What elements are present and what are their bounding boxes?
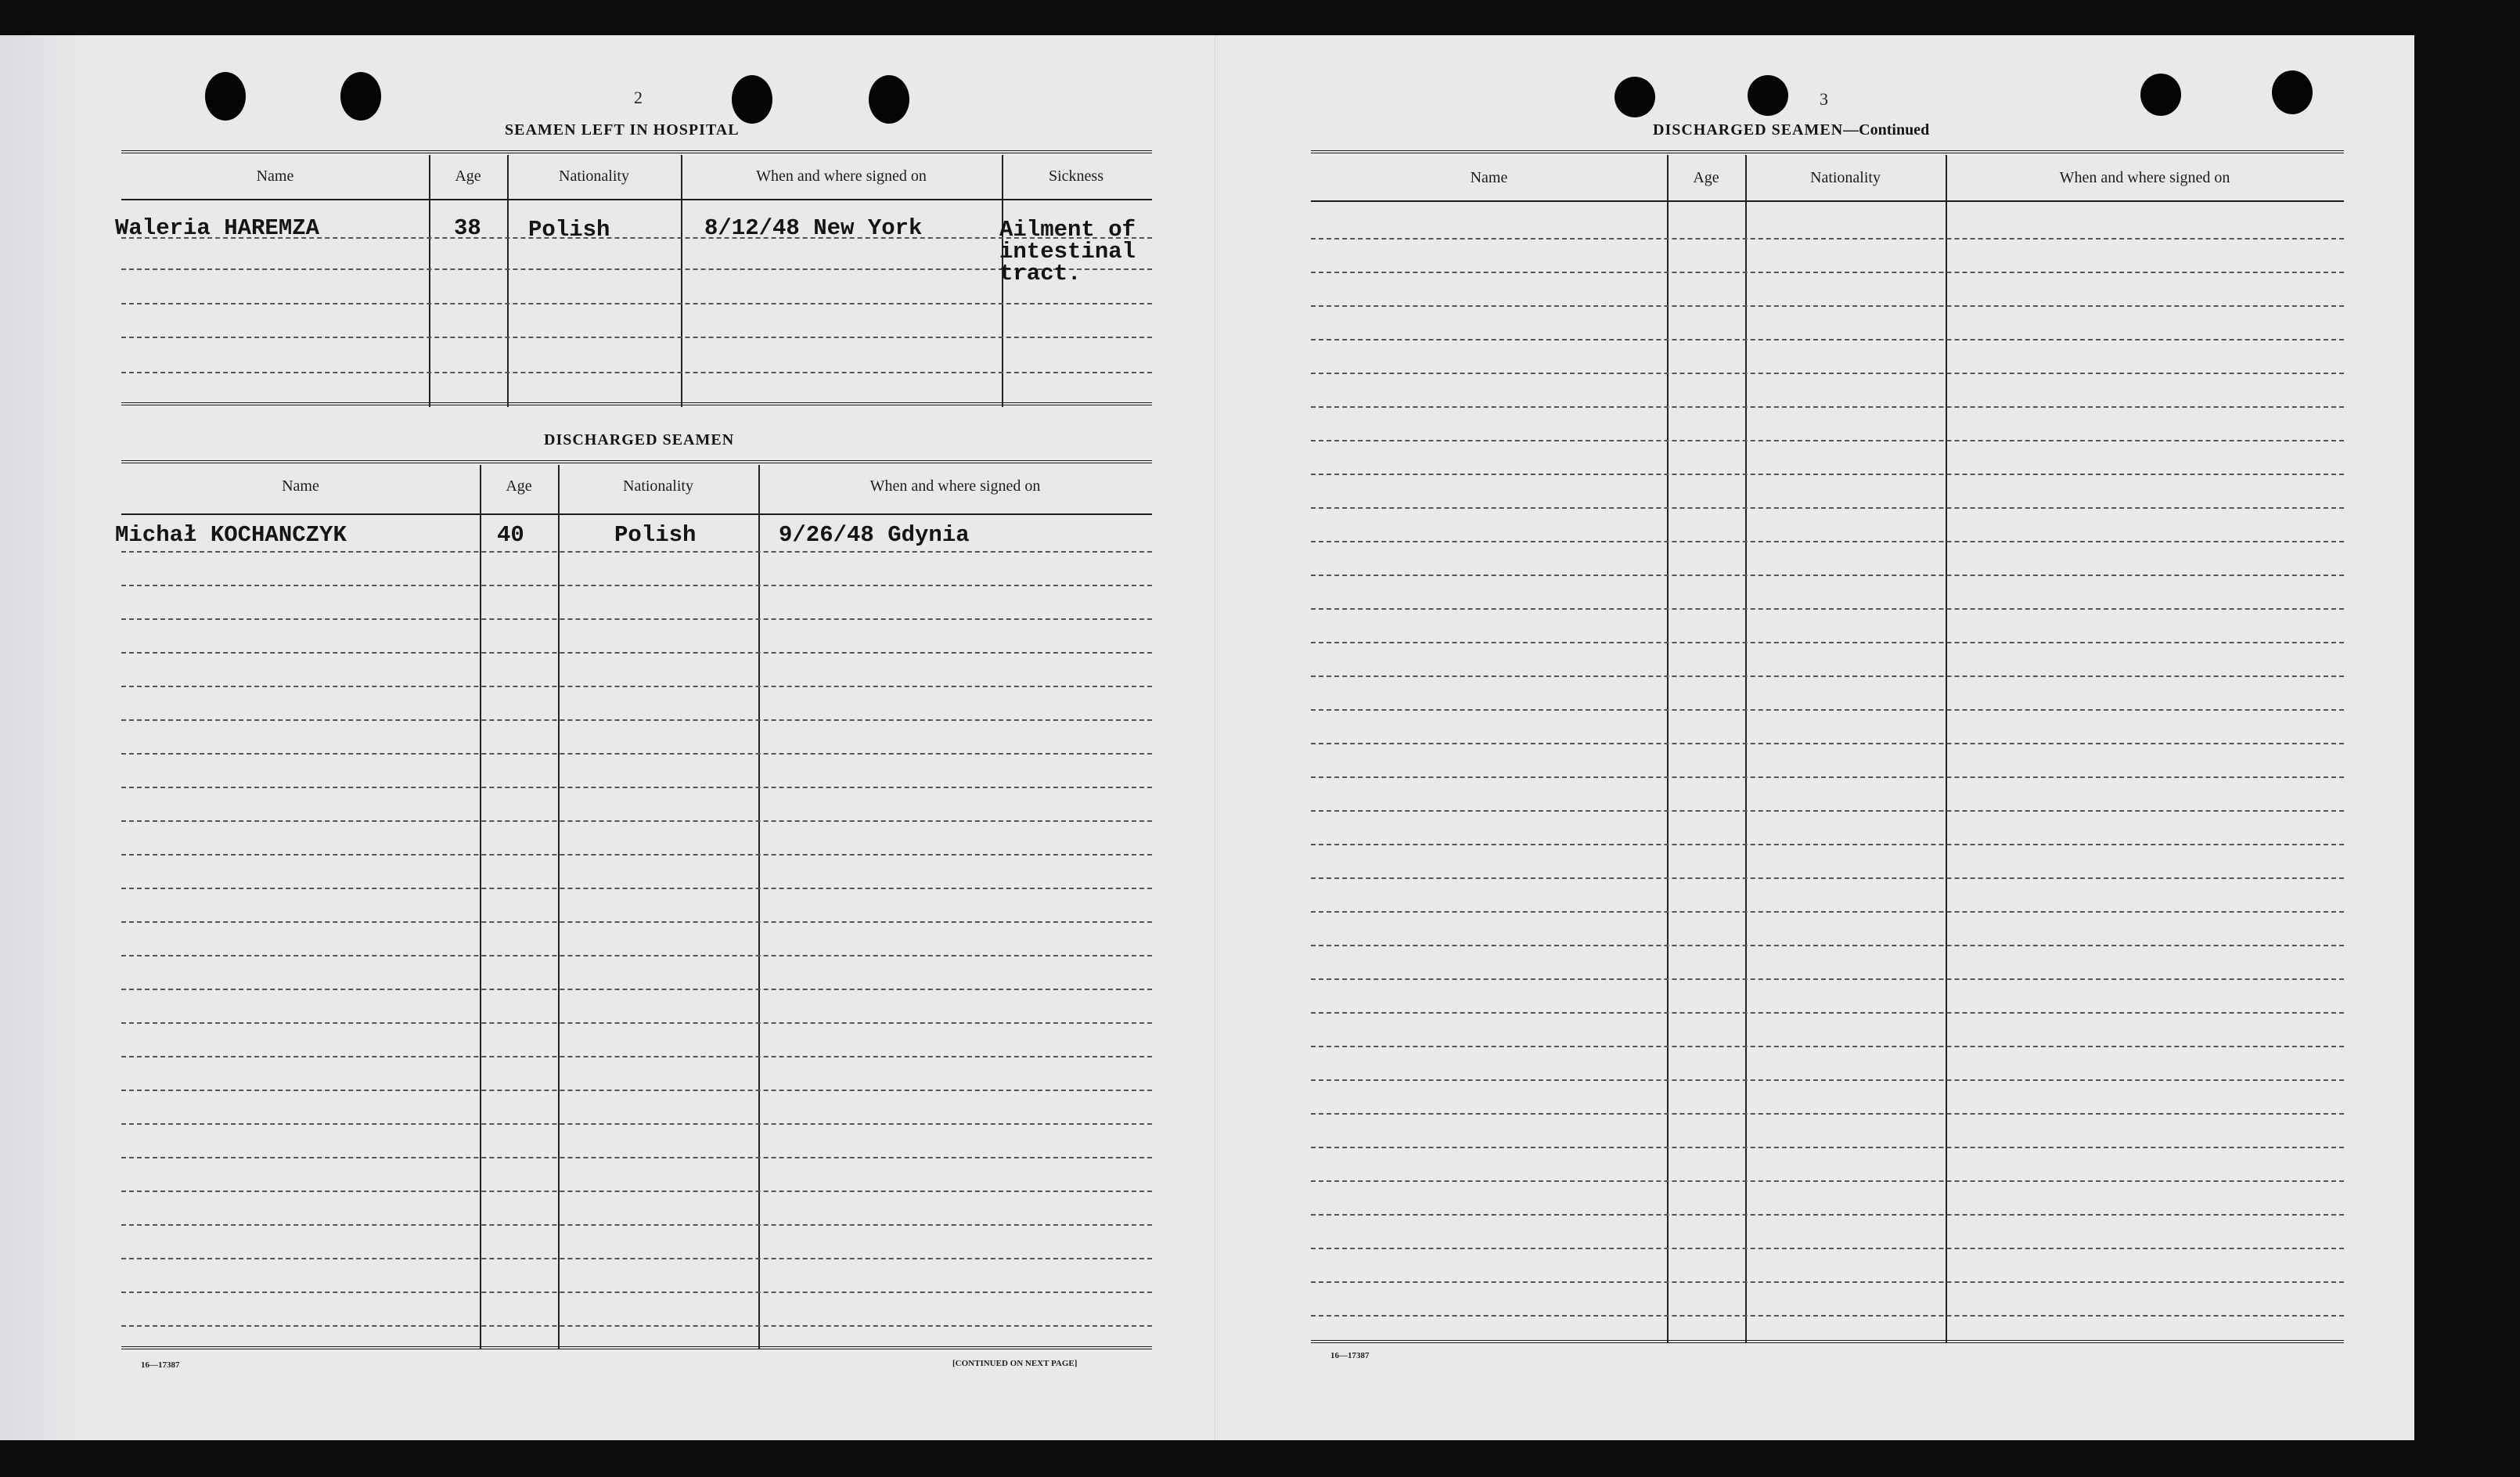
- ruled-line: [1311, 305, 2344, 307]
- section-title-discharged: DISCHARGED SEAMEN: [544, 431, 735, 449]
- discharged-row-age: 40: [497, 522, 524, 548]
- discharged-row-signed-on: 9/26/48 Gdynia: [779, 522, 970, 548]
- section-title-suffix: —Continued: [1843, 121, 1930, 139]
- discharged-table-left: [115, 460, 1152, 1353]
- ruled-line: [121, 1090, 1152, 1091]
- ruled-line: [1311, 440, 2344, 441]
- ruled-line: [121, 719, 1152, 721]
- ruled-line: [1311, 373, 2344, 374]
- ruled-line: [1311, 541, 2344, 542]
- ruled-line: [121, 686, 1152, 687]
- ruled-line: [121, 820, 1152, 822]
- hospital-table: [115, 150, 1152, 409]
- ruled-line: [1311, 507, 2344, 509]
- ruled-line: [1311, 608, 2344, 610]
- ruled-line: [121, 618, 1152, 620]
- column-header-name: Name: [282, 477, 319, 495]
- ruled-line: [1311, 810, 2344, 812]
- ruled-line: [121, 787, 1152, 788]
- ruled-line: [121, 1157, 1152, 1158]
- ruled-line: [1311, 406, 2344, 408]
- ruled-line: [1311, 1079, 2344, 1081]
- ruled-line: [1311, 642, 2344, 643]
- ruled-line: [121, 652, 1152, 654]
- discharged-row-nationality: Polish: [614, 522, 697, 548]
- ruled-line: [121, 1258, 1152, 1259]
- column-header-signed-on: When and where signed on: [2059, 169, 2230, 186]
- column-header-name: Name: [256, 168, 294, 185]
- ruled-line: [1311, 844, 2344, 845]
- hospital-row-name: Waleria HAREMZA: [115, 215, 320, 241]
- hospital-row-age: 38: [454, 215, 481, 241]
- column-header-nationality: Nationality: [623, 477, 693, 495]
- ruled-line: [1311, 1248, 2344, 1249]
- punch-hole: [2272, 70, 2313, 114]
- punch-hole: [205, 72, 246, 121]
- column-header-age: Age: [506, 477, 532, 495]
- ruled-line: [121, 551, 1152, 553]
- ruled-line: [121, 955, 1152, 956]
- section-title-discharged-continued: [1653, 121, 1929, 139]
- column-header-nationality: Nationality: [1810, 169, 1881, 186]
- ruled-line: [121, 1022, 1152, 1024]
- ruled-line: [1311, 575, 2344, 576]
- punch-hole: [340, 72, 381, 121]
- ruled-line: [1311, 1113, 2344, 1115]
- ruled-line: [121, 1325, 1152, 1327]
- ruled-line: [1311, 474, 2344, 475]
- ruled-line: [1311, 1180, 2344, 1182]
- column-header-age: Age: [1693, 169, 1719, 186]
- ruled-line: [121, 1191, 1152, 1192]
- ruled-line: [1311, 238, 2344, 240]
- punch-hole: [2140, 74, 2181, 116]
- continued-note: [CONTINUED ON NEXT PAGE]: [952, 1359, 1078, 1368]
- ruled-line: [1311, 709, 2344, 711]
- ruled-line: [1311, 1046, 2344, 1047]
- punch-hole: [1748, 75, 1788, 116]
- ruled-line: [121, 585, 1152, 586]
- ruled-line: [1311, 1315, 2344, 1317]
- ruled-line: [121, 854, 1152, 856]
- column-header-name: Name: [1470, 169, 1508, 186]
- section-title-text: DISCHARGED SEAMEN: [1653, 121, 1844, 139]
- ruled-line: [1311, 911, 2344, 913]
- ruled-line: [1311, 776, 2344, 778]
- column-header-nationality: Nationality: [559, 168, 629, 185]
- hospital-row-sickness: Ailment of intestinal tract.: [999, 217, 1136, 286]
- column-header-age: Age: [455, 168, 481, 185]
- ruled-line: [1311, 978, 2344, 980]
- ruled-line: [121, 989, 1152, 990]
- punch-hole: [732, 75, 772, 124]
- discharged-row-name: Michał KOCHANCZYK: [115, 522, 347, 548]
- ruled-line: [1311, 743, 2344, 744]
- ruled-line: [1311, 339, 2344, 340]
- column-header-sickness: Sickness: [1049, 168, 1103, 185]
- section-title-hospital: SEAMEN LEFT IN HOSPITAL: [505, 121, 740, 139]
- column-header-signed-on: When and where signed on: [756, 168, 927, 185]
- ruled-line: [1311, 1281, 2344, 1283]
- ruled-line: [121, 753, 1152, 755]
- ruled-line: [121, 1224, 1152, 1226]
- ruled-line: [121, 1056, 1152, 1057]
- column-header-signed-on: When and where signed on: [869, 477, 1041, 495]
- ruled-line: [1311, 1214, 2344, 1216]
- ruled-line: [1311, 1147, 2344, 1148]
- discharged-table-right: [1311, 150, 2344, 1346]
- ruled-line: [121, 921, 1152, 923]
- ruled-line: [121, 1123, 1152, 1125]
- form-number: 16—17387: [1330, 1351, 1370, 1360]
- page-fold: [1215, 35, 1218, 1440]
- punch-hole: [869, 75, 909, 124]
- page-number: 2: [634, 88, 643, 107]
- ruled-line: [1311, 675, 2344, 677]
- punch-hole: [1615, 77, 1655, 117]
- ruled-line: [121, 888, 1152, 889]
- ruled-line: [121, 1291, 1152, 1293]
- form-number: 16—17387: [141, 1360, 180, 1370]
- ruled-line: [1311, 877, 2344, 879]
- hospital-row-signed-on: 8/12/48 New York: [704, 215, 923, 241]
- ruled-line: [1311, 272, 2344, 273]
- hospital-row-nationality: Polish: [528, 217, 610, 243]
- page-number: 3: [1820, 89, 1828, 109]
- ruled-line: [1311, 1012, 2344, 1014]
- ruled-line: [1311, 945, 2344, 946]
